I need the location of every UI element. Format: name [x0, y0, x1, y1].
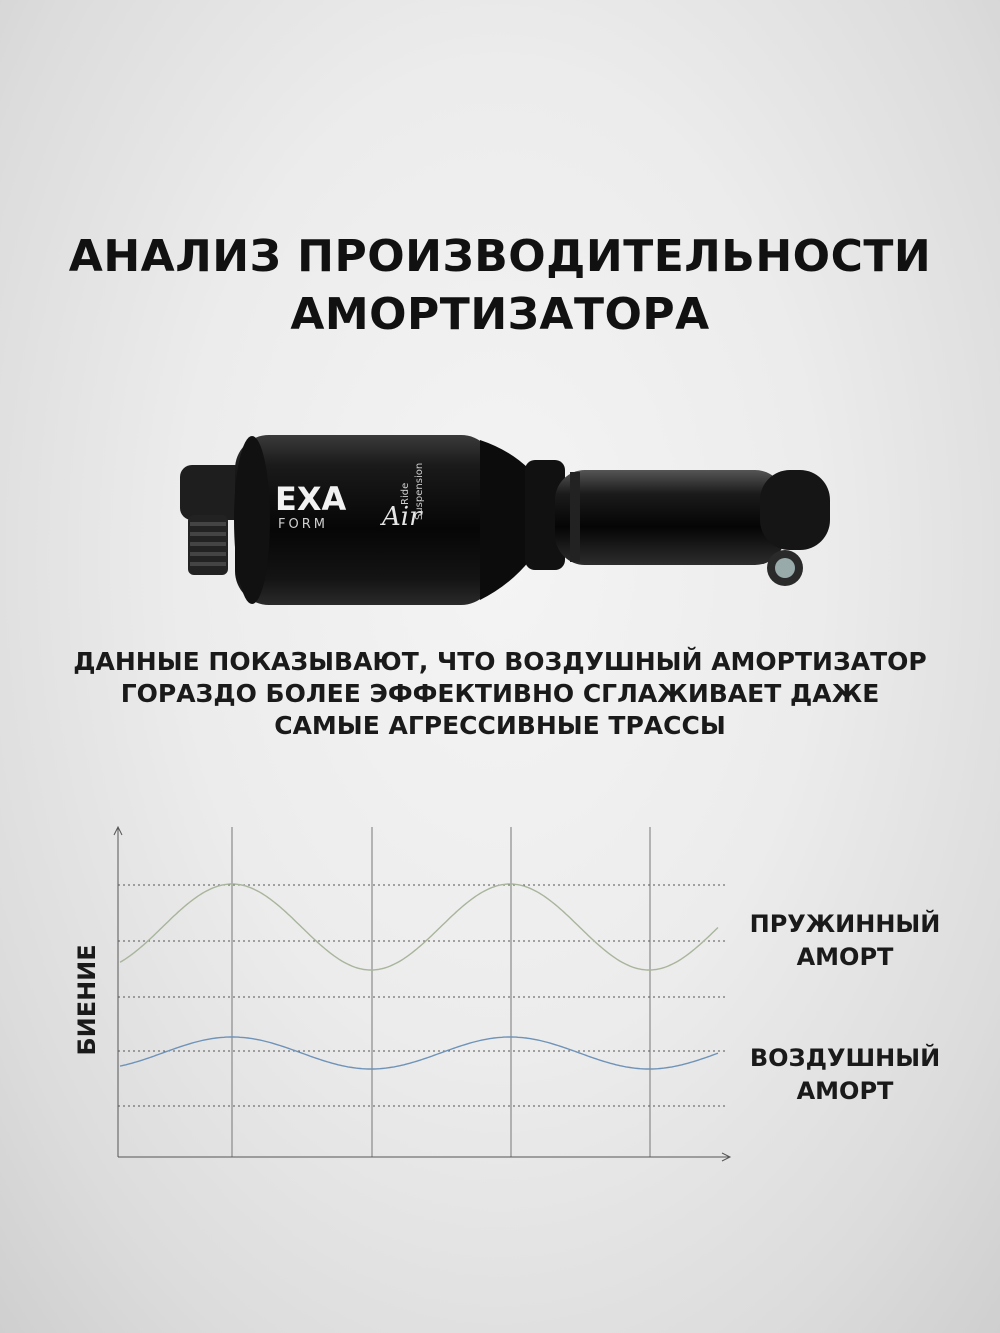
x-axis [118, 1153, 730, 1161]
legend-air-line-2: АМОРТ [796, 1077, 894, 1105]
shaft [525, 460, 785, 570]
badge-line-1: Ride [400, 482, 411, 505]
subtitle [0, 646, 1000, 742]
subtitle-line-2: ГОРАЗДО БОЛЕЕ ЭФФЕКТИВНО СГЛАЖИВАЕТ ДАЖЕ [120, 679, 880, 708]
page-title [0, 228, 1000, 344]
legend-air [730, 1042, 960, 1108]
legend-air-line-1: ВОЗДУШНЫЙ [749, 1044, 941, 1072]
subtitle-line-3: САМЫЕ АГРЕССИВНЫЕ ТРАССЫ [274, 711, 726, 740]
spring-series-line [120, 884, 718, 970]
brand-text: EXA [275, 480, 347, 518]
title-line-2: АМОРТИЗАТОРА [290, 289, 710, 340]
title-line-1: АНАЛИЗ ПРОИЗВОДИТЕЛЬНОСТИ [68, 231, 932, 282]
legend-spring-line-1: ПРУЖИННЫЙ [749, 910, 941, 938]
chart-grid [118, 827, 725, 1157]
legend-spring [730, 908, 960, 974]
chart [70, 815, 750, 1175]
air-badge-text: Air [382, 502, 422, 532]
subtitle-line-1: ДАННЫЕ ПОКАЗЫВАЮТ, ЧТО ВОЗДУШНЫЙ АМОРТИЗАТОР [73, 647, 927, 676]
brand-sub-text: FORM [278, 517, 328, 532]
badge-line-2: Suspension [414, 462, 425, 520]
air-series-line [120, 1037, 718, 1069]
y-axis [114, 827, 122, 1157]
shock-absorber-image [160, 410, 850, 620]
chart-axes [114, 827, 730, 1161]
right-mount [760, 470, 830, 586]
legend-spring-line-2: АМОРТ [796, 943, 894, 971]
y-axis-label: БИЕНИЕ [73, 944, 101, 1056]
